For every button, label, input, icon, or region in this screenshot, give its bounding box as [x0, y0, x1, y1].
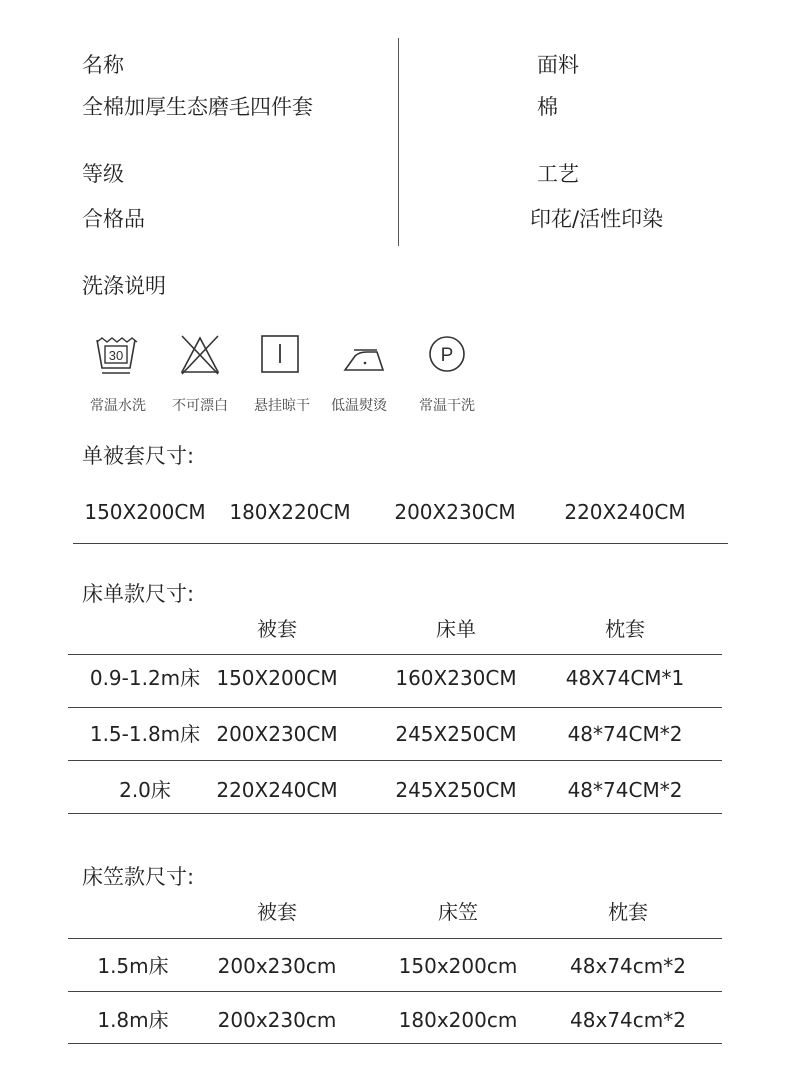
table-cell: 220X240CM	[216, 778, 338, 802]
grade-label: 等级	[82, 162, 124, 186]
table-cell: 200x230cm	[217, 954, 337, 978]
table-header: 床笠	[438, 900, 478, 924]
low-iron-icon	[343, 332, 387, 376]
table-cell: 48*74CM*2	[567, 722, 683, 746]
table-cell: 150X200CM	[216, 666, 338, 690]
bed-size-cell: 2.0床	[119, 778, 171, 802]
grade-value: 合格品	[82, 207, 145, 231]
hang-dry-label: 悬挂晾干	[254, 398, 310, 414]
table-cell: 245X250CM	[395, 778, 517, 802]
bed-size-cell: 1.8m床	[97, 1008, 169, 1032]
duvet-size: 220X240CM	[564, 500, 686, 524]
duvet-size: 180X220CM	[229, 500, 351, 524]
table-row-divider	[68, 707, 722, 708]
hang-dry-icon	[258, 332, 302, 376]
svg-text:P: P	[440, 345, 454, 366]
name-value: 全棉加厚生态磨毛四件套	[82, 95, 313, 119]
table-header: 枕套	[608, 900, 648, 924]
bed-size-cell: 1.5-1.8m床	[89, 722, 201, 746]
iron-label: 低温熨烫	[331, 398, 387, 414]
table-row-divider	[68, 991, 722, 992]
table-row-divider	[68, 1043, 722, 1044]
table-row-divider	[68, 654, 722, 655]
no-bleach-label: 不可漂白	[172, 398, 228, 414]
table-cell: 150x200cm	[398, 954, 518, 978]
fitted-set-title: 床笠款尺寸:	[82, 865, 195, 889]
table-cell: 48X74CM*1	[565, 666, 685, 690]
dry-clean-p-icon	[425, 332, 469, 376]
wash-30-icon	[94, 332, 138, 376]
bed-size-cell: 1.5m床	[97, 954, 169, 978]
table-header: 枕套	[605, 617, 645, 641]
table-cell: 180x200cm	[398, 1008, 518, 1032]
duvet-sizes-title: 单被套尺寸:	[82, 444, 195, 468]
duvet-size: 150X200CM	[84, 500, 206, 524]
craft-label: 工艺	[537, 162, 579, 186]
table-cell: 48x74cm*2	[570, 954, 686, 978]
table-cell: 160X230CM	[395, 666, 517, 690]
name-label: 名称	[82, 53, 124, 77]
no-bleach-icon	[178, 332, 222, 376]
fabric-label: 面料	[537, 53, 579, 77]
dry-clean-label: 常温干洗	[419, 398, 475, 414]
table-cell: 48x74cm*2	[570, 1008, 686, 1032]
divider	[73, 543, 728, 544]
table-header: 床单	[436, 617, 476, 641]
sheet-set-title: 床单款尺寸:	[82, 582, 195, 606]
column-divider	[398, 38, 399, 246]
duvet-size: 200X230CM	[394, 500, 516, 524]
table-cell: 245X250CM	[395, 722, 517, 746]
fabric-value: 棉	[537, 95, 558, 119]
table-header: 被套	[257, 617, 297, 641]
table-row-divider	[68, 760, 722, 761]
bed-size-cell: 0.9-1.2m床	[89, 666, 201, 690]
table-row-divider	[68, 938, 722, 939]
svg-text:30: 30	[108, 348, 124, 363]
table-cell: 48*74CM*2	[567, 778, 683, 802]
wash-label: 常温水洗	[90, 398, 146, 414]
table-header: 被套	[257, 900, 297, 924]
table-cell: 200x230cm	[217, 1008, 337, 1032]
craft-value: 印花/活性印染	[530, 207, 664, 231]
table-cell: 200X230CM	[216, 722, 338, 746]
washing-title: 洗涤说明	[82, 274, 166, 298]
table-row-divider	[68, 813, 722, 814]
